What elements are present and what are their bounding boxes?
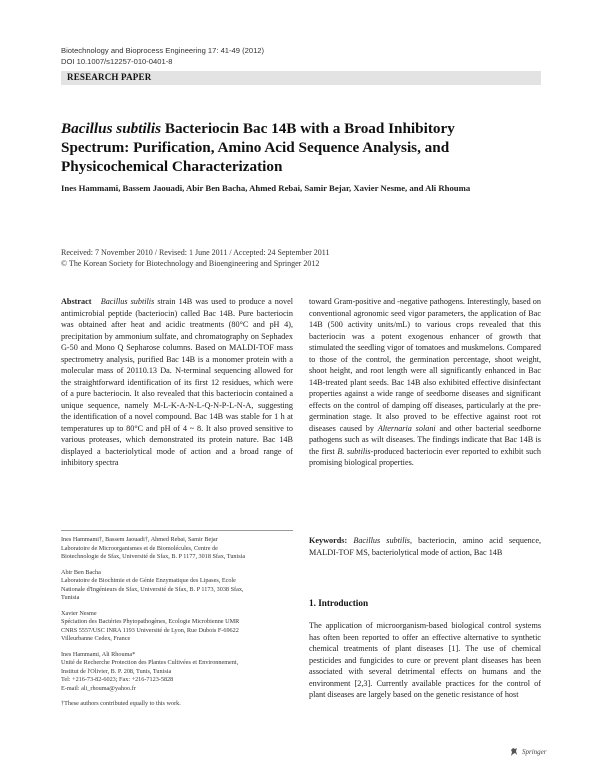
affiliation-line: Spéciation des Bactéries Phytopathogènes, Ecologie Microbienne UMR bbox=[61, 618, 240, 625]
affiliation-line: Biotechnologie de Sfax, Université de Sfax, B. P 1177, 3018 Sfax, Tunisia bbox=[61, 553, 246, 560]
affiliation-block bbox=[61, 569, 293, 603]
affiliation-line: Ines Hammami†, Bassem Jaouadi†, Ahmed Rebai, Samir Bejar bbox=[61, 536, 218, 543]
author-list: Ines Hammami, Bassem Jaouadi, Abir Ben Bacha, Ahmed Rebai, Samir Bejar, Xavier Nesme, and Ali Rhouma bbox=[61, 183, 471, 193]
springer-horse-icon bbox=[509, 747, 519, 757]
abstract-right-italic-2: B. subtilis bbox=[337, 446, 371, 456]
abstract-species: Bacillus subtilis bbox=[100, 297, 155, 306]
affiliation-line: Villeurbanne Cedex, France bbox=[61, 635, 131, 642]
paper-title bbox=[61, 119, 541, 176]
author-footnote bbox=[61, 700, 293, 709]
introduction-text: The application of microorganism-based biological control systems has often been reported to offer an effective alternative to synthetic chemical treatments of plant diseases [1]. The use of chemical pesticides and fungicides to cure or prevent plant diseases has been associated with several detrimental effects on humans and the environment [2,3]. Currently available practices for the control of plant diseases are largely based on the genetic resistance of host bbox=[309, 621, 541, 699]
affiliation-line: Tel: +216-73-82-6023; Fax: +216-7123-5828 bbox=[61, 676, 174, 683]
title-line-2: Spectrum: Purification, Amino Acid Sequence Analysis, and bbox=[61, 139, 450, 156]
section-label-bar bbox=[61, 71, 541, 85]
affiliation-line: Tunisia bbox=[61, 594, 80, 601]
abstract-right-text-b: and other bacterial seedborne pathogens such as wilt diseases. The findings indicate that Bac 14B is the first bbox=[309, 423, 541, 456]
left-column bbox=[61, 296, 293, 469]
affiliation-line: Nationale d'Ingénieurs de Sfax, Université de Sfax, B. P 1173, 3038 Sfax, bbox=[61, 585, 244, 593]
abstract-left bbox=[61, 296, 293, 469]
affiliation-line: CNRS 5557/USC INRA 1193 Université de Lyon, Rue Dubois F-69622 bbox=[61, 626, 239, 634]
affiliation-block bbox=[61, 536, 293, 562]
abstract-label: Abstract bbox=[61, 297, 92, 306]
footnote-divider bbox=[61, 530, 293, 531]
doi: DOI 10.1007/s12257-010-0401-8 bbox=[61, 57, 173, 66]
abstract-right-text-c: -produced bacteriocin ever reported to exhibit such promising biological properties. bbox=[309, 446, 541, 467]
affiliation-line: Abir Ben Bacha bbox=[61, 568, 101, 576]
abstract-right bbox=[309, 296, 541, 469]
affiliation-line: Unité de Recherche Protection des Plantes Cultivées et Environnement, bbox=[61, 659, 239, 666]
title-line-3: Physicochemical Characterization bbox=[61, 158, 283, 175]
affiliation-line: Laboratoire de Microorganismes et de Biomolécules, Centre de bbox=[61, 544, 218, 552]
keywords-label: Keywords: bbox=[309, 536, 348, 545]
copyright: © The Korean Society for Biotechnology and Bioengineering and Springer 2012 bbox=[61, 259, 320, 268]
title-line-1 bbox=[61, 119, 541, 138]
abstract-right-text-a: toward Gram-positive and -negative pathogens. Interestingly, based on conventional agronomic seed vigor parameters, the application of Bac 14B (500 activity units/mL) to various crops revealed that this bacteriocin was a potent exogenous enhancer of growth that stimulated the seedling vigor of tomatoes and muskmelons. Compared to those of the control, the germination percentage, shoot weight, shoot height, and root length were all significantly enhanced in Bac 14B-treated plant seeds. Bac 14B also exhibited effective disinfectant properties against a wide range of seedborne diseases and significant effects on the control of damping off diseases, particularly at the pre-germination stage. It also proved to be effective against root rot diseases caused by bbox=[309, 297, 541, 433]
section-label: RESEARCH PAPER bbox=[67, 72, 152, 82]
publisher-name: Springer bbox=[522, 748, 547, 756]
keywords-text: , bacteriocin, amino acid sequence, MALDI-TOF MS, bacteriolytical mode of action, Bac 14B bbox=[309, 536, 541, 557]
affiliation-block bbox=[61, 651, 293, 694]
abstract-left-text: strain 14B was used to produce a novel antimicrobial peptide (bacteriocin) called Bac 14B. Pure bacteriocin was obtained after heat and acidic treatments (80°C and pH 4), precipitation by ammonium sulfate, and chromatography on Sephadex G-50 and Mono Q Sepharose columns. Based on MALDI-TOF mass spectrometry analysis, purified Bac 14B is a monomer protein with a molecular mass of 20110.13 Da. N-terminal sequencing allowed for the straightforward identification of its first 12 residues, which were of a pure bacteriocin. It also revealed that this bacteriocin contained a unique sequence, namely M-L-K-A-N-L-Q-N-P-L-N-A, suggesting the identification of a novel compound. Bac 14B was stable for 1 h at temperatures up to 80°C and pH of 4 ~ 8. It also proved sensitive to various proteases, which demonstrated its protein nature. Bac 14B displayed a bacteriolytical mode of action and a broad range of inhibitory spectra bbox=[61, 297, 293, 467]
affiliation-line: Laboratoire de Biochimie et de Génie Enzymatique des Lipases, Ecole bbox=[61, 577, 236, 584]
publisher-logo bbox=[509, 747, 547, 757]
affiliation-line: Xavier Nesme bbox=[61, 609, 97, 617]
abstract-right-italic-1: Alternaria solani bbox=[377, 423, 436, 433]
title-species: Bacillus subtilis bbox=[61, 120, 162, 137]
affiliations bbox=[61, 536, 293, 716]
article-dates: Received: 7 November 2010 / Revised: 1 June 2011 / Accepted: 24 September 2011 bbox=[61, 248, 330, 257]
keywords-species: Bacillus subtilis bbox=[353, 536, 410, 545]
title-line-1-rest: Bacteriocin Bac 14B with a Broad Inhibitory bbox=[161, 120, 455, 137]
right-column bbox=[309, 296, 541, 469]
section-heading-introduction: 1. Introduction bbox=[309, 598, 369, 608]
affiliation-email: E-mail: ali_rhouma@yahoo.fr bbox=[61, 684, 136, 692]
keywords bbox=[309, 535, 541, 558]
affiliation-block bbox=[61, 610, 293, 644]
affiliation-line: Ines Hammami, Ali Rhouma* bbox=[61, 650, 136, 658]
affiliation-line: †These authors contributed equally to this work. bbox=[61, 700, 181, 707]
affiliation-line: Institut de l'Olivier, B. P. 208, Tunis, Tunisia bbox=[61, 667, 172, 675]
journal-citation: Biotechnology and Bioprocess Engineering 17: 41-49 (2012) bbox=[61, 46, 265, 55]
